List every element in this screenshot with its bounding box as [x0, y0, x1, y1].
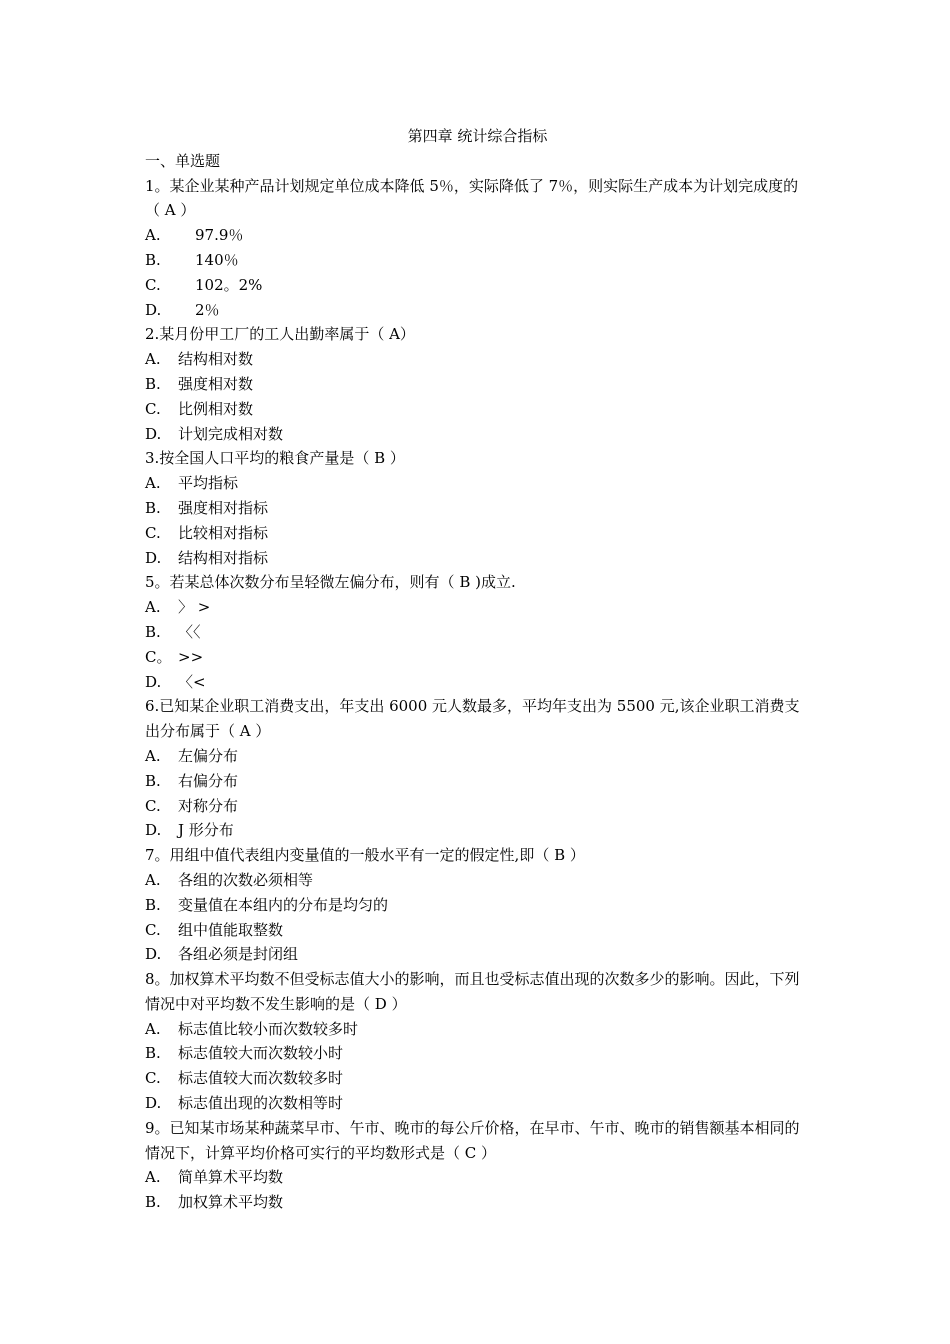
option-text: 计划完成相对数	[178, 424, 284, 443]
option-item	[145, 397, 810, 422]
option-item	[145, 645, 810, 670]
question-block	[145, 967, 810, 1116]
option-label: C.	[145, 275, 161, 294]
option-item	[145, 794, 810, 819]
option-item	[145, 1190, 810, 1215]
question-block	[145, 570, 810, 694]
question-stem: 5。若某总体次数分布呈轻微左偏分布，则有（ B )成立.	[145, 573, 516, 592]
option-text: 平均指标	[178, 474, 239, 493]
option-text: 右偏分布	[178, 771, 239, 790]
question-block	[145, 446, 810, 570]
option-label: A.	[145, 350, 161, 369]
option-item	[145, 670, 810, 695]
option-text: 各组的次数必须相等	[178, 870, 314, 889]
option-text: 强度相对数	[178, 374, 254, 393]
option-label: C.	[145, 523, 161, 542]
option-text: 标志值较大而次数较多时	[178, 1069, 344, 1088]
option-item	[145, 1165, 810, 1190]
option-label: B.	[145, 1044, 161, 1063]
option-item	[145, 471, 810, 496]
option-item	[145, 918, 810, 943]
option-text: 比例相对数	[178, 399, 254, 418]
option-label: A.	[145, 746, 161, 765]
option-item	[145, 1017, 810, 1042]
option-label: B.	[145, 622, 161, 641]
option-text: 140％	[195, 250, 239, 269]
option-label: C.	[145, 1069, 161, 1088]
option-text: 各组必须是封闭组	[178, 945, 299, 964]
option-label: B.	[145, 498, 161, 517]
option-label: A.	[145, 226, 161, 245]
option-item	[145, 521, 810, 546]
question-stem: 1。某企业某种产品计划规定单位成本降低 5％，实际降低了 7％，则实际生产成本为计划完成度的（ A ）	[145, 176, 799, 220]
option-text: 组中值能取整数	[178, 920, 284, 939]
option-text: 左偏分布	[178, 746, 239, 765]
option-item	[145, 769, 810, 794]
question-stem: 3.按全国人口平均的粮食产量是（ B ）	[145, 449, 405, 468]
question-block	[145, 1116, 810, 1215]
option-label: B.	[145, 374, 161, 393]
option-item	[145, 223, 810, 248]
option-text: 标志值出现的次数相等时	[178, 1094, 344, 1113]
option-label: D.	[145, 821, 162, 840]
option-label: A.	[145, 598, 161, 617]
option-text: 〉 >	[178, 598, 211, 617]
option-label: D.	[145, 672, 162, 691]
option-item	[145, 372, 810, 397]
option-label: B.	[145, 895, 161, 914]
option-item	[145, 1066, 810, 1091]
option-text: 对称分布	[178, 796, 239, 815]
document-body	[145, 124, 810, 1215]
option-item	[145, 868, 810, 893]
option-label: D.	[145, 1094, 162, 1113]
option-text: 强度相对指标	[178, 498, 269, 517]
question-stem: 7。用组中值代表组内变量值的一般水平有一定的假定性,即（ B ）	[145, 846, 585, 865]
option-item	[145, 595, 810, 620]
option-text: 比较相对指标	[178, 523, 269, 542]
option-item	[145, 942, 810, 967]
option-label: B.	[145, 1193, 161, 1212]
option-text: >>	[178, 647, 204, 666]
option-label: D.	[145, 945, 162, 964]
option-text: 结构相对指标	[178, 548, 269, 567]
option-text: 结构相对数	[178, 350, 254, 369]
chapter-title: 第四章 统计综合指标	[407, 127, 548, 145]
option-item	[145, 248, 810, 273]
option-item	[145, 273, 810, 298]
question-block	[145, 322, 810, 446]
option-text: 标志值比较小而次数较多时	[178, 1019, 359, 1038]
option-item	[145, 818, 810, 843]
option-label: D.	[145, 548, 162, 567]
option-text: 2％	[195, 300, 220, 319]
question-stem: 2.某月份甲工厂的工人出勤率属于（ A）	[145, 325, 415, 344]
option-item	[145, 298, 810, 323]
option-label: A.	[145, 870, 161, 889]
option-label: A.	[145, 474, 161, 493]
option-label: C。	[145, 647, 172, 666]
option-label: C.	[145, 920, 161, 939]
option-label: A.	[145, 1168, 161, 1187]
option-text: 〈<	[178, 672, 206, 691]
question-stem: 9。已知某市场某种蔬菜早市、午市、晚市的每公斤价格，在早市、午市、晚市的销售额基本相同的情况下，计算平均价格可实行的平均数形式是（ C ）	[145, 1118, 800, 1162]
option-text: 〈〈	[178, 622, 201, 641]
question-stem: 6.已知某企业职工消费支出，年支出 6000 元人数最多，平均年支出为 5500 元,该企业职工消费支出分布属于（ A ）	[145, 697, 800, 741]
option-label: C.	[145, 399, 161, 418]
option-text: 97.9％	[195, 226, 244, 245]
option-text: 加权算术平均数	[178, 1193, 284, 1212]
option-item	[145, 422, 810, 447]
question-list	[145, 174, 810, 1215]
option-label: D.	[145, 300, 162, 319]
option-item	[145, 1041, 810, 1066]
option-label: D.	[145, 424, 162, 443]
option-label: B.	[145, 250, 161, 269]
option-label: C.	[145, 796, 161, 815]
option-text: 简单算术平均数	[178, 1168, 284, 1187]
question-block	[145, 694, 810, 843]
option-item	[145, 496, 810, 521]
question-block	[145, 174, 810, 323]
option-item	[145, 1091, 810, 1116]
option-label: A.	[145, 1019, 161, 1038]
option-text: J 形分布	[178, 821, 234, 840]
option-text: 102。2%	[195, 275, 263, 294]
option-item	[145, 620, 810, 645]
option-label: B.	[145, 771, 161, 790]
option-item	[145, 893, 810, 918]
option-item	[145, 744, 810, 769]
option-item	[145, 347, 810, 372]
question-stem: 8。加权算术平均数不但受标志值大小的影响，而且也受标志值出现的次数多少的影响。因此，下列情况中对平均数不发生影响的是（ D ）	[145, 970, 800, 1013]
question-block	[145, 843, 810, 967]
option-item	[145, 546, 810, 571]
option-text: 变量值在本组内的分布是均匀的	[178, 895, 389, 914]
option-text: 标志值较大而次数较小时	[178, 1044, 344, 1063]
section-heading: 一、单选题	[145, 151, 221, 170]
